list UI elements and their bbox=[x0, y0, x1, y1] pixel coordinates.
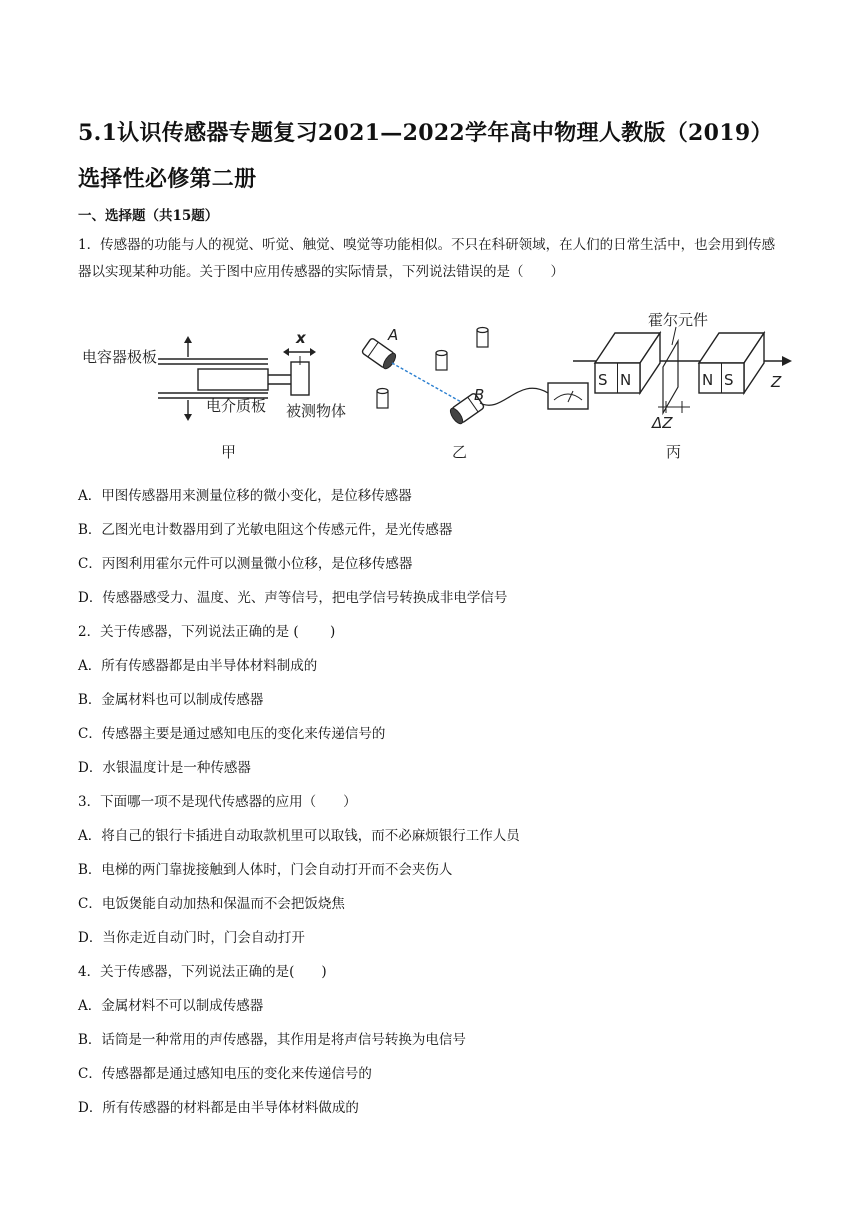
plate-label: 电容器极板 bbox=[82, 348, 158, 366]
object-cylinder-1 bbox=[477, 328, 488, 348]
q3-option-d: D．当你走近自动门时，门会自动打开 bbox=[78, 930, 305, 946]
q4-option-b: B．话筒是一种常用的声传感器，其作用是将声信号转换为电信号 bbox=[78, 1032, 466, 1048]
a-label: A bbox=[388, 326, 399, 344]
q2-option-c: C．传感器主要是通过感知电压的变化来传递信号的 bbox=[78, 726, 386, 742]
magnet-left-s: S bbox=[598, 371, 608, 389]
q3-option-b: B．电梯的两门靠拢接触到人体时，门会自动打开而不会夹伤人 bbox=[78, 862, 453, 878]
question-2-stem: 2．关于传感器，下列说法正确的是 ( ) bbox=[78, 624, 336, 640]
z-label: Z bbox=[771, 373, 782, 391]
b-label: B bbox=[474, 386, 485, 404]
figure-yi bbox=[361, 326, 588, 461]
sensor-figure bbox=[78, 305, 798, 465]
dielectric-label: 电介质板 bbox=[206, 397, 267, 415]
figure-bing bbox=[573, 311, 792, 461]
figure-jia bbox=[82, 329, 346, 461]
q1-option-d: D．传感器感受力、温度、光、声等信号，把电学信号转换成非电学信号 bbox=[78, 590, 508, 606]
measured-object bbox=[291, 362, 309, 395]
caption-jia: 甲 bbox=[221, 443, 237, 461]
z-arrow bbox=[782, 356, 792, 366]
arrow-up-head bbox=[184, 336, 192, 343]
magnet-left-n: N bbox=[620, 371, 632, 389]
x-label: x bbox=[296, 329, 306, 347]
dielectric-slab bbox=[198, 369, 268, 390]
q1-option-b: B．乙图光电计数器用到了光敏电阻这个传感元件，是光传感器 bbox=[78, 522, 453, 538]
page-title: 5.1认识传感器专题复习2021—2022学年高中物理人教版（2019）选择性必修第二册 bbox=[78, 120, 773, 192]
section-heading: 一、选择题（共15题） bbox=[78, 208, 219, 224]
object-cylinder-2 bbox=[436, 351, 447, 371]
cable bbox=[480, 388, 548, 405]
q2-option-d: D．水银温度计是一种传感器 bbox=[78, 760, 251, 776]
counter-meter bbox=[548, 383, 588, 409]
q2-option-b: B．金属材料也可以制成传感器 bbox=[78, 692, 264, 708]
question-4-stem: 4．关于传感器，下列说法正确的是( ) bbox=[78, 964, 327, 980]
hall-element bbox=[663, 341, 678, 413]
arrow-down-head bbox=[184, 414, 192, 421]
hall-leader bbox=[672, 327, 676, 345]
caption-bing: 丙 bbox=[666, 443, 682, 461]
object-label: 被测物体 bbox=[286, 402, 347, 420]
q3-option-a: A．将自己的银行卡插进自动取款机里可以取钱，而不必麻烦银行工作人员 bbox=[78, 828, 520, 844]
caption-yi: 乙 bbox=[452, 443, 468, 461]
q1-option-c: C．丙图利用霍尔元件可以测量微小位移，是位移传感器 bbox=[78, 556, 413, 572]
q4-option-a: A．金属材料不可以制成传感器 bbox=[78, 998, 264, 1014]
hall-label: 霍尔元件 bbox=[648, 311, 709, 329]
object-cylinder-3 bbox=[377, 389, 388, 409]
q4-option-c: C．传感器都是通过感知电压的变化来传递信号的 bbox=[78, 1066, 372, 1082]
question-3-stem: 3．下面哪一项不是现代传感器的应用（ ） bbox=[78, 794, 357, 810]
dz-label: ΔZ bbox=[652, 414, 673, 432]
magnet-right-n: N bbox=[702, 371, 714, 389]
x-arrow-left bbox=[283, 348, 289, 356]
light-beam bbox=[392, 363, 463, 403]
x-arrow-right bbox=[310, 348, 316, 356]
q1-option-a: A．甲图传感器用来测量位移的微小变化，是位移传感器 bbox=[78, 488, 412, 504]
question-1-stem: 1．传感器的功能与人的视觉、听觉、触觉、嗅觉等功能相似。不只在科研领域，在人们的日常生活中，也会用到传感器以实现某种功能。关于图中应用传感器的实际情景，下列说法错误的是（ ） bbox=[78, 237, 776, 280]
q3-option-c: C．电饭煲能自动加热和保温而不会把饭烧焦 bbox=[78, 896, 345, 912]
magnet-right-s: S bbox=[724, 371, 734, 389]
q4-option-d: D．所有传感器的材料都是由半导体材料做成的 bbox=[78, 1100, 359, 1116]
q2-option-a: A．所有传感器都是由半导体材料制成的 bbox=[78, 658, 318, 674]
